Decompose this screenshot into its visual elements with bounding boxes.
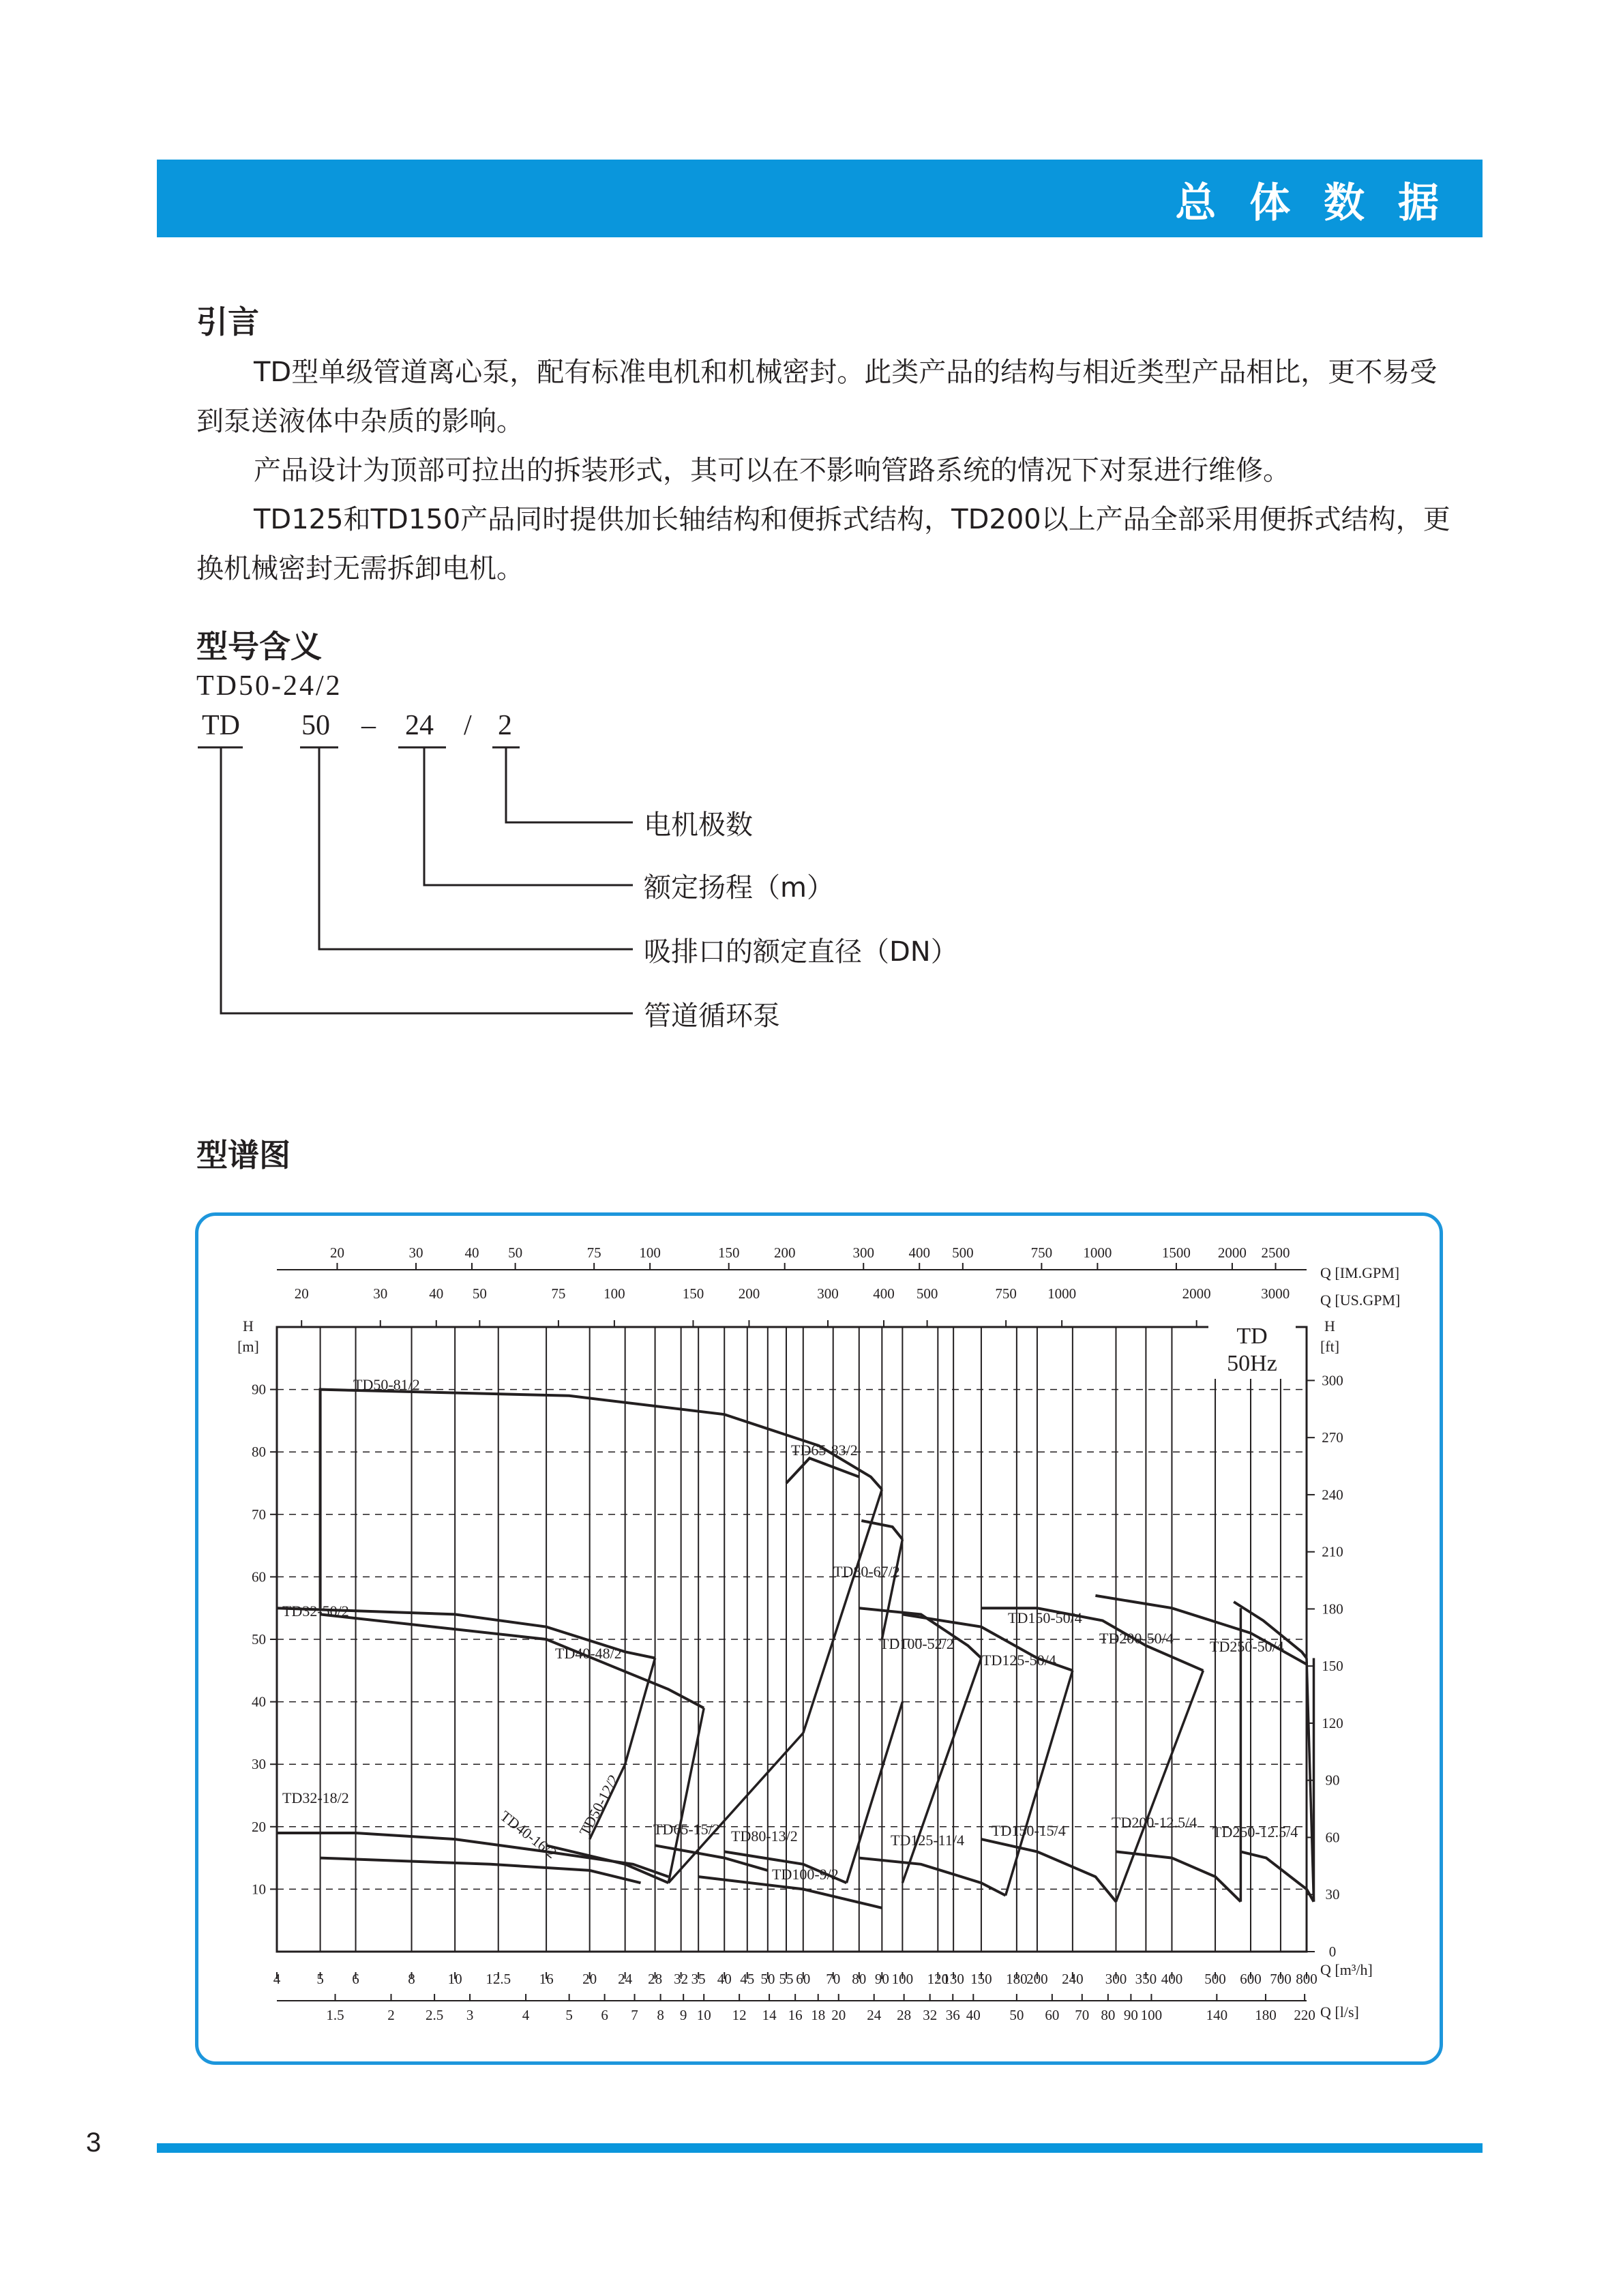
series-label: TD32-50/2 [282, 1602, 349, 1620]
label-rated-diameter: 吸排口的额定直径（DN） [644, 936, 958, 968]
tick-label-ft: 30 [1325, 1886, 1340, 1903]
tick-label-ft: 90 [1325, 1772, 1340, 1789]
tick-label-m3h: 70 [826, 1971, 841, 1988]
tick-label-m: 20 [252, 1818, 266, 1835]
tick-label-m3h: 700 [1270, 1971, 1292, 1988]
model-code-dn: 50 [301, 710, 330, 741]
tick-label-usgpm: 500 [916, 1285, 938, 1302]
tick-label-ft: 120 [1322, 1714, 1343, 1731]
tick-label-usgpm: 750 [995, 1285, 1017, 1302]
tick-label-ft: 240 [1322, 1486, 1343, 1503]
y-axis-ft-unit: [ft] [1320, 1338, 1340, 1355]
tick-label-m3h: 20 [582, 1971, 597, 1988]
tick-label-usgpm: 2000 [1182, 1285, 1211, 1302]
axis-m3h-label: Q [m³/h] [1320, 1961, 1373, 1978]
tick-label-ls: 32 [923, 2007, 938, 2023]
tick-label-m: 30 [252, 1756, 266, 1773]
series-label: TD40-16/2 [496, 1807, 561, 1862]
chart-badge-hz: 50Hz [1227, 1351, 1277, 1376]
pump-curve [546, 1845, 668, 1883]
tick-label-m3h: 45 [740, 1971, 755, 1988]
tick-label-ls: 16 [788, 2007, 803, 2023]
tick-label-usgpm: 300 [817, 1285, 839, 1302]
tick-label-usgpm: 75 [551, 1285, 566, 1302]
series-label: TD150-15/4 [992, 1822, 1066, 1839]
series-label: TD200-12.5/4 [1112, 1814, 1197, 1831]
series-label: TD80-13/2 [731, 1828, 798, 1845]
chart-badge-td: TD [1236, 1324, 1268, 1349]
series-label: TD125-11/4 [891, 1832, 964, 1849]
tick-label-m3h: 12.5 [486, 1971, 511, 1988]
intro-paragraph-3: TD125和TD150产品同时提供加长轴结构和便拆式结构，TD200以上产品全部采用便拆式结构，更换机械密封无需拆卸电机。 [196, 504, 1450, 584]
tick-label-m3h: 240 [1062, 1971, 1084, 1988]
tick-label-ls: 5 [565, 2007, 573, 2023]
tick-label-m3h: 28 [648, 1971, 663, 1988]
tick-label-m3h: 80 [852, 1971, 867, 1988]
tick-label-ls: 20 [831, 2007, 846, 2023]
tick-label-imgpm: 2500 [1261, 1244, 1290, 1261]
series-label: TD150-50/4 [1008, 1609, 1082, 1626]
tick-label-ls: 180 [1255, 2007, 1277, 2023]
tick-label-ls: 8 [657, 2007, 664, 2023]
tick-label-usgpm: 50 [472, 1285, 487, 1302]
tick-label-m3h: 500 [1204, 1971, 1226, 1988]
series-label: TD50-12/2 [576, 1772, 623, 1839]
tick-label-m3h: 300 [1105, 1971, 1127, 1988]
tick-label-m3h: 6 [352, 1971, 359, 1988]
page-number: 3 [86, 2128, 102, 2158]
tick-label-ft: 180 [1322, 1600, 1343, 1617]
model-code-head: 24 [405, 710, 434, 741]
tick-label-ls: 9 [679, 2007, 687, 2023]
tick-label-m3h: 150 [970, 1971, 992, 1988]
series-label: TD40-48/2 [555, 1645, 622, 1662]
envelope-edge [882, 1539, 902, 1639]
model-code-dash: – [361, 710, 376, 741]
tick-label-imgpm: 20 [329, 1244, 344, 1261]
tick-label-imgpm: 50 [508, 1244, 523, 1261]
footer-line [157, 2143, 1483, 2153]
tick-label-imgpm: 1500 [1161, 1244, 1191, 1261]
tick-label-ls: 6 [601, 2007, 608, 2023]
tick-label-ls: 3 [466, 2007, 474, 2023]
tick-label-imgpm: 75 [586, 1244, 601, 1261]
tick-label-ft: 60 [1325, 1829, 1340, 1846]
tick-label-ft: 0 [1328, 1943, 1337, 1960]
tick-label-usgpm: 150 [682, 1285, 704, 1302]
tick-label-m3h: 35 [691, 1971, 706, 1988]
tick-label-usgpm: 400 [873, 1285, 895, 1302]
series-label: TD32-18/2 [282, 1789, 349, 1806]
tick-label-imgpm: 500 [952, 1244, 974, 1261]
tick-label-ls: 18 [811, 2007, 826, 2023]
tick-label-m3h: 40 [717, 1971, 732, 1988]
tick-label-usgpm: 20 [294, 1285, 309, 1302]
tick-label-m3h: 8 [408, 1971, 415, 1988]
y-axis-m-unit: [m] [237, 1338, 259, 1355]
tick-label-m3h: 55 [779, 1971, 794, 1988]
envelope-edge [846, 1702, 902, 1883]
tick-label-imgpm: 40 [464, 1244, 479, 1261]
tick-label-m3h: 16 [539, 1971, 554, 1988]
tick-label-ls: 80 [1101, 2007, 1116, 2023]
tick-label-ls: 10 [696, 2007, 711, 2023]
tick-label-usgpm: 200 [738, 1285, 760, 1302]
tick-label-ls: 24 [867, 2007, 882, 2023]
tick-label-imgpm: 750 [1030, 1244, 1053, 1261]
label-motor-poles: 电机极数 [644, 809, 753, 841]
tick-label-usgpm: 40 [429, 1285, 444, 1302]
series-label: TD100-52/2 [880, 1635, 954, 1652]
tick-label-usgpm: 30 [373, 1285, 388, 1302]
tick-label-m3h: 100 [891, 1971, 914, 1988]
tick-label-m3h: 800 [1296, 1971, 1317, 1988]
model-code-td: TD [202, 710, 240, 741]
tick-label-m: 80 [252, 1444, 266, 1461]
tick-label-ls: 100 [1140, 2007, 1163, 2023]
series-label: TD200-50/4 [1099, 1630, 1174, 1647]
tick-label-imgpm: 100 [639, 1244, 661, 1261]
tick-label-m3h: 32 [674, 1971, 689, 1988]
tick-label-ft: 270 [1322, 1429, 1343, 1446]
label-pipeline-pump: 管道循环泵 [644, 1000, 780, 1032]
model-heading: 型号含义 [196, 628, 322, 665]
pump-curve [1116, 1851, 1241, 1901]
tick-label-ls: 28 [897, 2007, 912, 2023]
tick-label-ft: 150 [1322, 1658, 1343, 1675]
series-label: TD80-67/2 [833, 1563, 900, 1580]
tick-label-imgpm: 150 [717, 1244, 740, 1261]
tick-label-imgpm: 30 [408, 1244, 423, 1261]
tick-label-m: 10 [252, 1881, 266, 1898]
tick-label-m3h: 120 [927, 1971, 949, 1988]
tick-label-m3h: 24 [618, 1971, 633, 1988]
tick-label-m: 70 [252, 1506, 266, 1523]
tick-label-ft: 210 [1322, 1543, 1343, 1560]
tick-label-imgpm: 400 [908, 1244, 930, 1261]
tick-label-m: 40 [252, 1693, 266, 1710]
tick-label-ls: 14 [762, 2007, 777, 2023]
model-example: TD50-24/2 [196, 670, 342, 702]
tick-label-ls: 50 [1009, 2007, 1024, 2023]
axis-imgpm-label: Q [IM.GPM] [1320, 1264, 1400, 1281]
tick-label-ls: 36 [945, 2007, 960, 2023]
tick-label-ls: 90 [1123, 2007, 1138, 2023]
intro-paragraph-2: 产品设计为顶部可拉出的拆装形式，其可以在不影响管路系统的情况下对泵进行维修。 [254, 455, 1290, 486]
tick-label-ls: 7 [631, 2007, 638, 2023]
tick-label-ls: 140 [1206, 2007, 1228, 2023]
pump-curve [321, 1390, 882, 1609]
pump-curve [321, 1858, 641, 1883]
tick-label-ls: 12 [732, 2007, 747, 2023]
tick-label-m3h: 10 [447, 1971, 462, 1988]
tick-label-m: 60 [252, 1568, 266, 1585]
tick-label-usgpm: 100 [604, 1285, 625, 1302]
tick-label-ls: 220 [1294, 2007, 1315, 2023]
series-label: TD125-50/4 [982, 1652, 1056, 1669]
series-label: TD65-83/2 [791, 1442, 858, 1459]
tick-label-m3h: 5 [316, 1971, 324, 1988]
tick-label-ls: 70 [1075, 2007, 1090, 2023]
tick-label-ls: 2.5 [425, 2007, 444, 2023]
pump-curve [277, 1833, 668, 1877]
tick-label-m3h: 50 [760, 1971, 775, 1988]
series-label: TD250-50/4 [1210, 1638, 1284, 1655]
tick-label-m3h: 4 [273, 1971, 281, 1988]
tick-label-imgpm: 300 [852, 1244, 875, 1261]
intro-paragraph-1: TD型单级管道离心泵，配有标准电机和机械密封。此类产品的结构与相近类型产品相比，更不易受到泵送液体中杂质的影响。 [196, 357, 1438, 437]
model-code-poles: 2 [498, 710, 512, 741]
series-label: TD65-15/2 [653, 1821, 720, 1838]
tick-label-m3h: 180 [1006, 1971, 1028, 1988]
envelope-edge [902, 1658, 981, 1883]
page-section-title: 总 体 数 据 [1175, 179, 1448, 227]
tick-label-ls: 60 [1045, 2007, 1060, 2023]
axis-usgpm-label: Q [US.GPM] [1320, 1292, 1401, 1309]
tick-label-m3h: 90 [874, 1971, 889, 1988]
envelope-edge [803, 1489, 882, 1733]
tick-label-imgpm: 2000 [1217, 1244, 1247, 1261]
pump-curve [321, 1614, 704, 1708]
tick-label-m3h: 350 [1135, 1971, 1157, 1988]
chart-heading: 型谱图 [196, 1137, 291, 1174]
axis-ls-label: Q [l/s] [1320, 2003, 1359, 2021]
tick-label-m: 50 [252, 1631, 266, 1648]
y-axis-ft-title: H [1324, 1317, 1335, 1335]
tick-label-imgpm: 1000 [1083, 1244, 1112, 1261]
series-label: TD250-12.5/4 [1212, 1823, 1298, 1840]
intro-heading: 引言 [196, 303, 259, 340]
tick-label-ls: 40 [966, 2007, 981, 2023]
tick-label-m: 90 [252, 1381, 266, 1398]
tick-label-m3h: 400 [1161, 1971, 1183, 1988]
tick-label-ls: 2 [387, 2007, 395, 2023]
y-axis-m-title: H [243, 1317, 254, 1335]
tick-label-imgpm: 200 [773, 1244, 796, 1261]
tick-label-ft: 300 [1322, 1372, 1343, 1389]
series-label: TD100-9/2 [772, 1866, 839, 1883]
tick-label-m3h: 600 [1240, 1971, 1262, 1988]
tick-label-m3h: 130 [942, 1971, 964, 1988]
label-rated-head: 额定扬程（m） [644, 872, 834, 904]
tick-label-ls: 1.5 [326, 2007, 344, 2023]
tick-label-usgpm: 3000 [1261, 1285, 1290, 1302]
tick-label-usgpm: 1000 [1047, 1285, 1077, 1302]
series-label: TD50-81/2 [353, 1376, 420, 1393]
pump-curve [859, 1858, 1006, 1896]
model-code-slash: / [464, 710, 472, 741]
tick-label-ls: 4 [522, 2007, 530, 2023]
tick-label-m3h: 60 [796, 1971, 811, 1988]
pump-curve [1240, 1851, 1313, 1901]
tick-label-m3h: 200 [1026, 1971, 1048, 1988]
